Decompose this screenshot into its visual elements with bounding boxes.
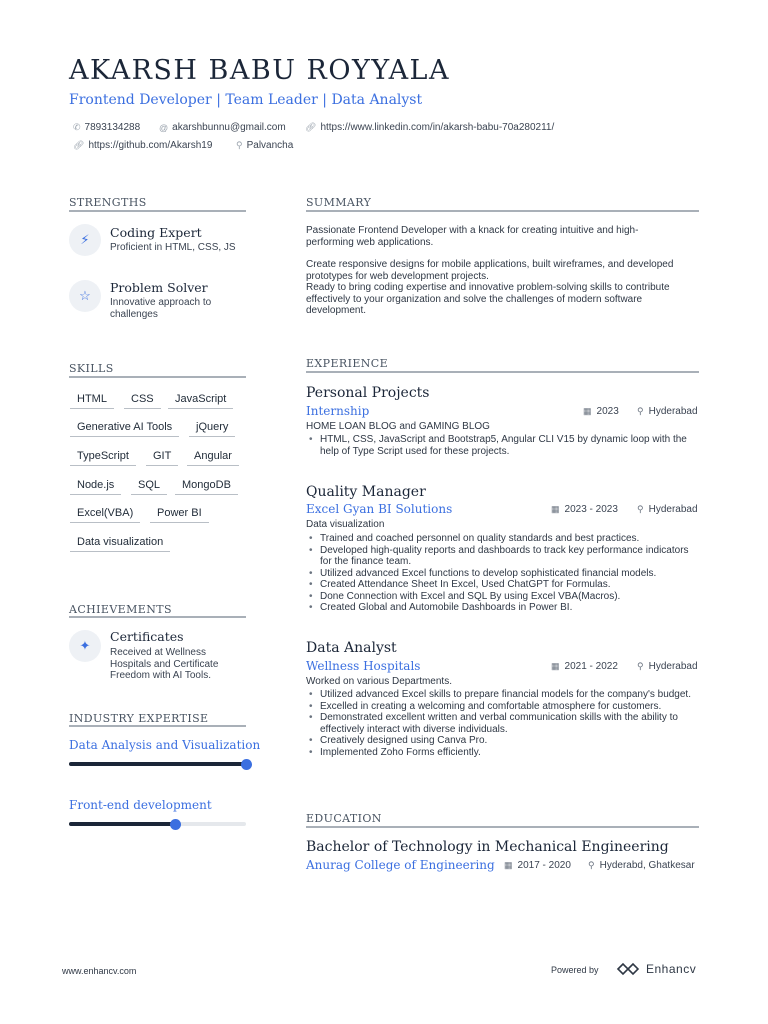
job-bullet: • Done Connection with Excel and SQL By using Excel VBA(Macros). [306,591,698,603]
skill-tag: Power BI [150,507,209,523]
location-pin-icon: ⚲ [637,661,644,671]
bolt-icon: ⚡︎ [69,224,101,256]
job-dates-text: 2023 - 2023 [564,504,618,515]
achievement-title: Certificates [110,629,184,644]
location-text: Palvancha [246,140,294,151]
job-location-text: Hyderabad [648,504,698,515]
link-icon: 🔗︎ [73,140,85,150]
job-dates-text: 2023 [596,406,619,417]
industry-heading: INDUSTRY EXPERTISE [69,712,209,725]
education-location-text: Hyderabd, Ghatkesar [599,860,695,871]
github-text[interactable]: https://github.com/Akarsh19 [88,140,213,151]
enhancv-logo-text: Enhancv [646,962,697,976]
contact-linkedin[interactable] [305,122,554,133]
job-bullet: • HTML, CSS, JavaScript and Bootstrap5, Angular CLI V15 by dynamic loop with the help of Type Script used for these projects. [306,434,698,457]
experience-rule [306,371,699,373]
skill-tag: Node.js [70,479,121,495]
education-heading: EDUCATION [306,812,382,825]
location-pin-icon: ⚲ [637,406,644,416]
summary-paragraph: Create responsive designs for mobile applications, built wireframes, and developed prototypes for web development projects. [306,259,674,282]
job-company: Internship [306,404,370,418]
industry-bar-knob [170,819,181,830]
job-bullet: • Developed high-quality reports and dashboards to track key performance indicators for the finance team. [306,545,698,568]
contact-phone [73,122,140,133]
strengths-heading: STRENGTHS [69,196,147,209]
skill-tag: TypeScript [70,450,136,466]
candidate-name: AKARSH BABU ROYYALA [69,55,450,86]
location-pin-icon: ⚲ [588,860,595,870]
at-icon: @ [159,122,169,133]
footer-powered: Powered by [551,965,599,975]
achievements-rule [69,616,246,618]
job-location-text: Hyderabad [648,406,698,417]
job-dates [583,406,619,417]
education-dates [504,860,571,871]
job-description: Data visualization [306,519,385,530]
skill-tag: HTML [70,393,114,409]
skills-heading: SKILLS [69,362,114,375]
education-rule [306,826,699,828]
job-dates-text: 2021 - 2022 [564,661,618,672]
skill-tag: JavaScript [168,393,233,409]
industry-bar-fill [69,762,246,766]
job-title: Data Analyst [306,640,397,656]
job-bullet: • Utilized advanced Excel skills to prepare financial models for the company's budget. [306,689,698,701]
skill-tag: MongoDB [175,479,238,495]
skills-rule [69,376,246,378]
industry-bar [69,822,246,826]
achievements-heading: ACHIEVEMENTS [69,603,172,616]
skill-tag: Excel(VBA) [70,507,140,523]
education-dates-text: 2017 - 2020 [517,860,571,871]
candidate-title: Frontend Developer | Team Leader | Data Analyst [69,92,423,108]
job-description: Worked on various Departments. [306,676,452,687]
strength-title: Problem Solver [110,280,208,295]
calendar-icon: ▦ [504,860,513,870]
email-text[interactable]: akarshbunnu@gmail.com [172,122,286,133]
summary-heading: SUMMARY [306,196,372,209]
contact-github[interactable] [73,140,212,151]
skill-tag: GIT [146,450,178,466]
job-location [637,504,698,515]
job-bullets [306,434,698,457]
contact-location [236,140,293,151]
industry-label: Data Analysis and Visualization [69,738,261,752]
job-bullet: • Excelled in creating a welcoming and comfortable atmosphere for customers. [306,701,698,713]
job-bullet: • Demonstrated excellent written and verbal communication skills with the ability to effectively interact with diverse individuals. [306,712,698,735]
strength-desc: Innovative approach to challenges [110,297,212,320]
phone-text: 7893134288 [84,122,141,133]
education-location [588,860,695,871]
job-bullets [306,533,698,614]
contact-email[interactable] [159,122,286,133]
job-location [637,661,698,672]
skill-tag: SQL [131,479,167,495]
industry-rule [69,725,246,727]
calendar-icon: ▦ [551,504,560,514]
job-bullet: • Created Attendance Sheet In Excel, Used ChatGPT for Formulas. [306,579,698,591]
school-name: Anurag College of Engineering [306,858,495,872]
industry-bar-knob [241,759,252,770]
job-bullet: • Trained and coached personnel on quality standards and best practices. [306,533,698,545]
job-bullet: • Created Global and Automobile Dashboards in Power BI. [306,602,698,614]
summary-paragraph: Ready to bring coding expertise and innovative problem-solving skills to contribute effectively to your organization and solve the challenges of modern software development. [306,282,670,316]
industry-bar-fill [69,822,175,826]
summary-rule [306,210,699,212]
job-location [637,406,698,417]
trophy-icon: ✦ [69,630,101,662]
enhancv-logo[interactable] [616,962,696,976]
enhancv-logo-icon [616,962,642,976]
location-pin-icon: ⚲ [236,140,243,150]
job-title: Quality Manager [306,484,426,500]
job-bullet: • Creatively designed using Canva Pro. [306,735,698,747]
industry-bar [69,762,246,766]
location-pin-icon: ⚲ [637,504,644,514]
strength-title: Coding Expert [110,225,202,240]
degree-title: Bachelor of Technology in Mechanical Engineering [306,839,669,855]
job-bullet: • Utilized advanced Excel functions to develop sophisticated financial models. [306,568,698,580]
job-bullets [306,689,698,758]
job-dates [551,504,618,515]
industry-label: Front-end development [69,798,212,812]
job-title: Personal Projects [306,385,430,401]
experience-heading: EXPERIENCE [306,357,389,370]
link-icon: 🔗︎ [305,122,317,132]
skill-tag: Angular [187,450,239,466]
job-company: Excel Gyan BI Solutions [306,502,453,516]
linkedin-text[interactable]: https://www.linkedin.com/in/akarsh-babu-70a280211/ [320,122,555,133]
achievement-desc: Received at Wellness Hospitals and Certificate Freedom with AI Tools. [110,647,219,681]
job-company: Wellness Hospitals [306,659,421,673]
skill-tag: Generative AI Tools [70,421,179,437]
strengths-rule [69,210,246,212]
calendar-icon: ▦ [583,406,592,416]
calendar-icon: ▦ [551,661,560,671]
skill-tag: CSS [124,393,161,409]
phone-icon: ✆ [73,122,81,132]
job-bullet: • Implemented Zoho Forms efficiently. [306,747,698,759]
job-dates [551,661,618,672]
summary-paragraph: Passionate Frontend Developer with a knack for creating intuitive and high-performing web applications. [306,225,639,248]
job-location-text: Hyderabad [648,661,698,672]
strength-desc: Proficient in HTML, CSS, JS [110,242,236,253]
star-icon: ☆ [69,280,101,312]
job-description: HOME LOAN BLOG and GAMING BLOG [306,421,490,432]
skill-tag: Data visualization [70,536,170,552]
footer-site[interactable]: www.enhancv.com [62,966,137,976]
skill-tag: jQuery [189,421,235,437]
